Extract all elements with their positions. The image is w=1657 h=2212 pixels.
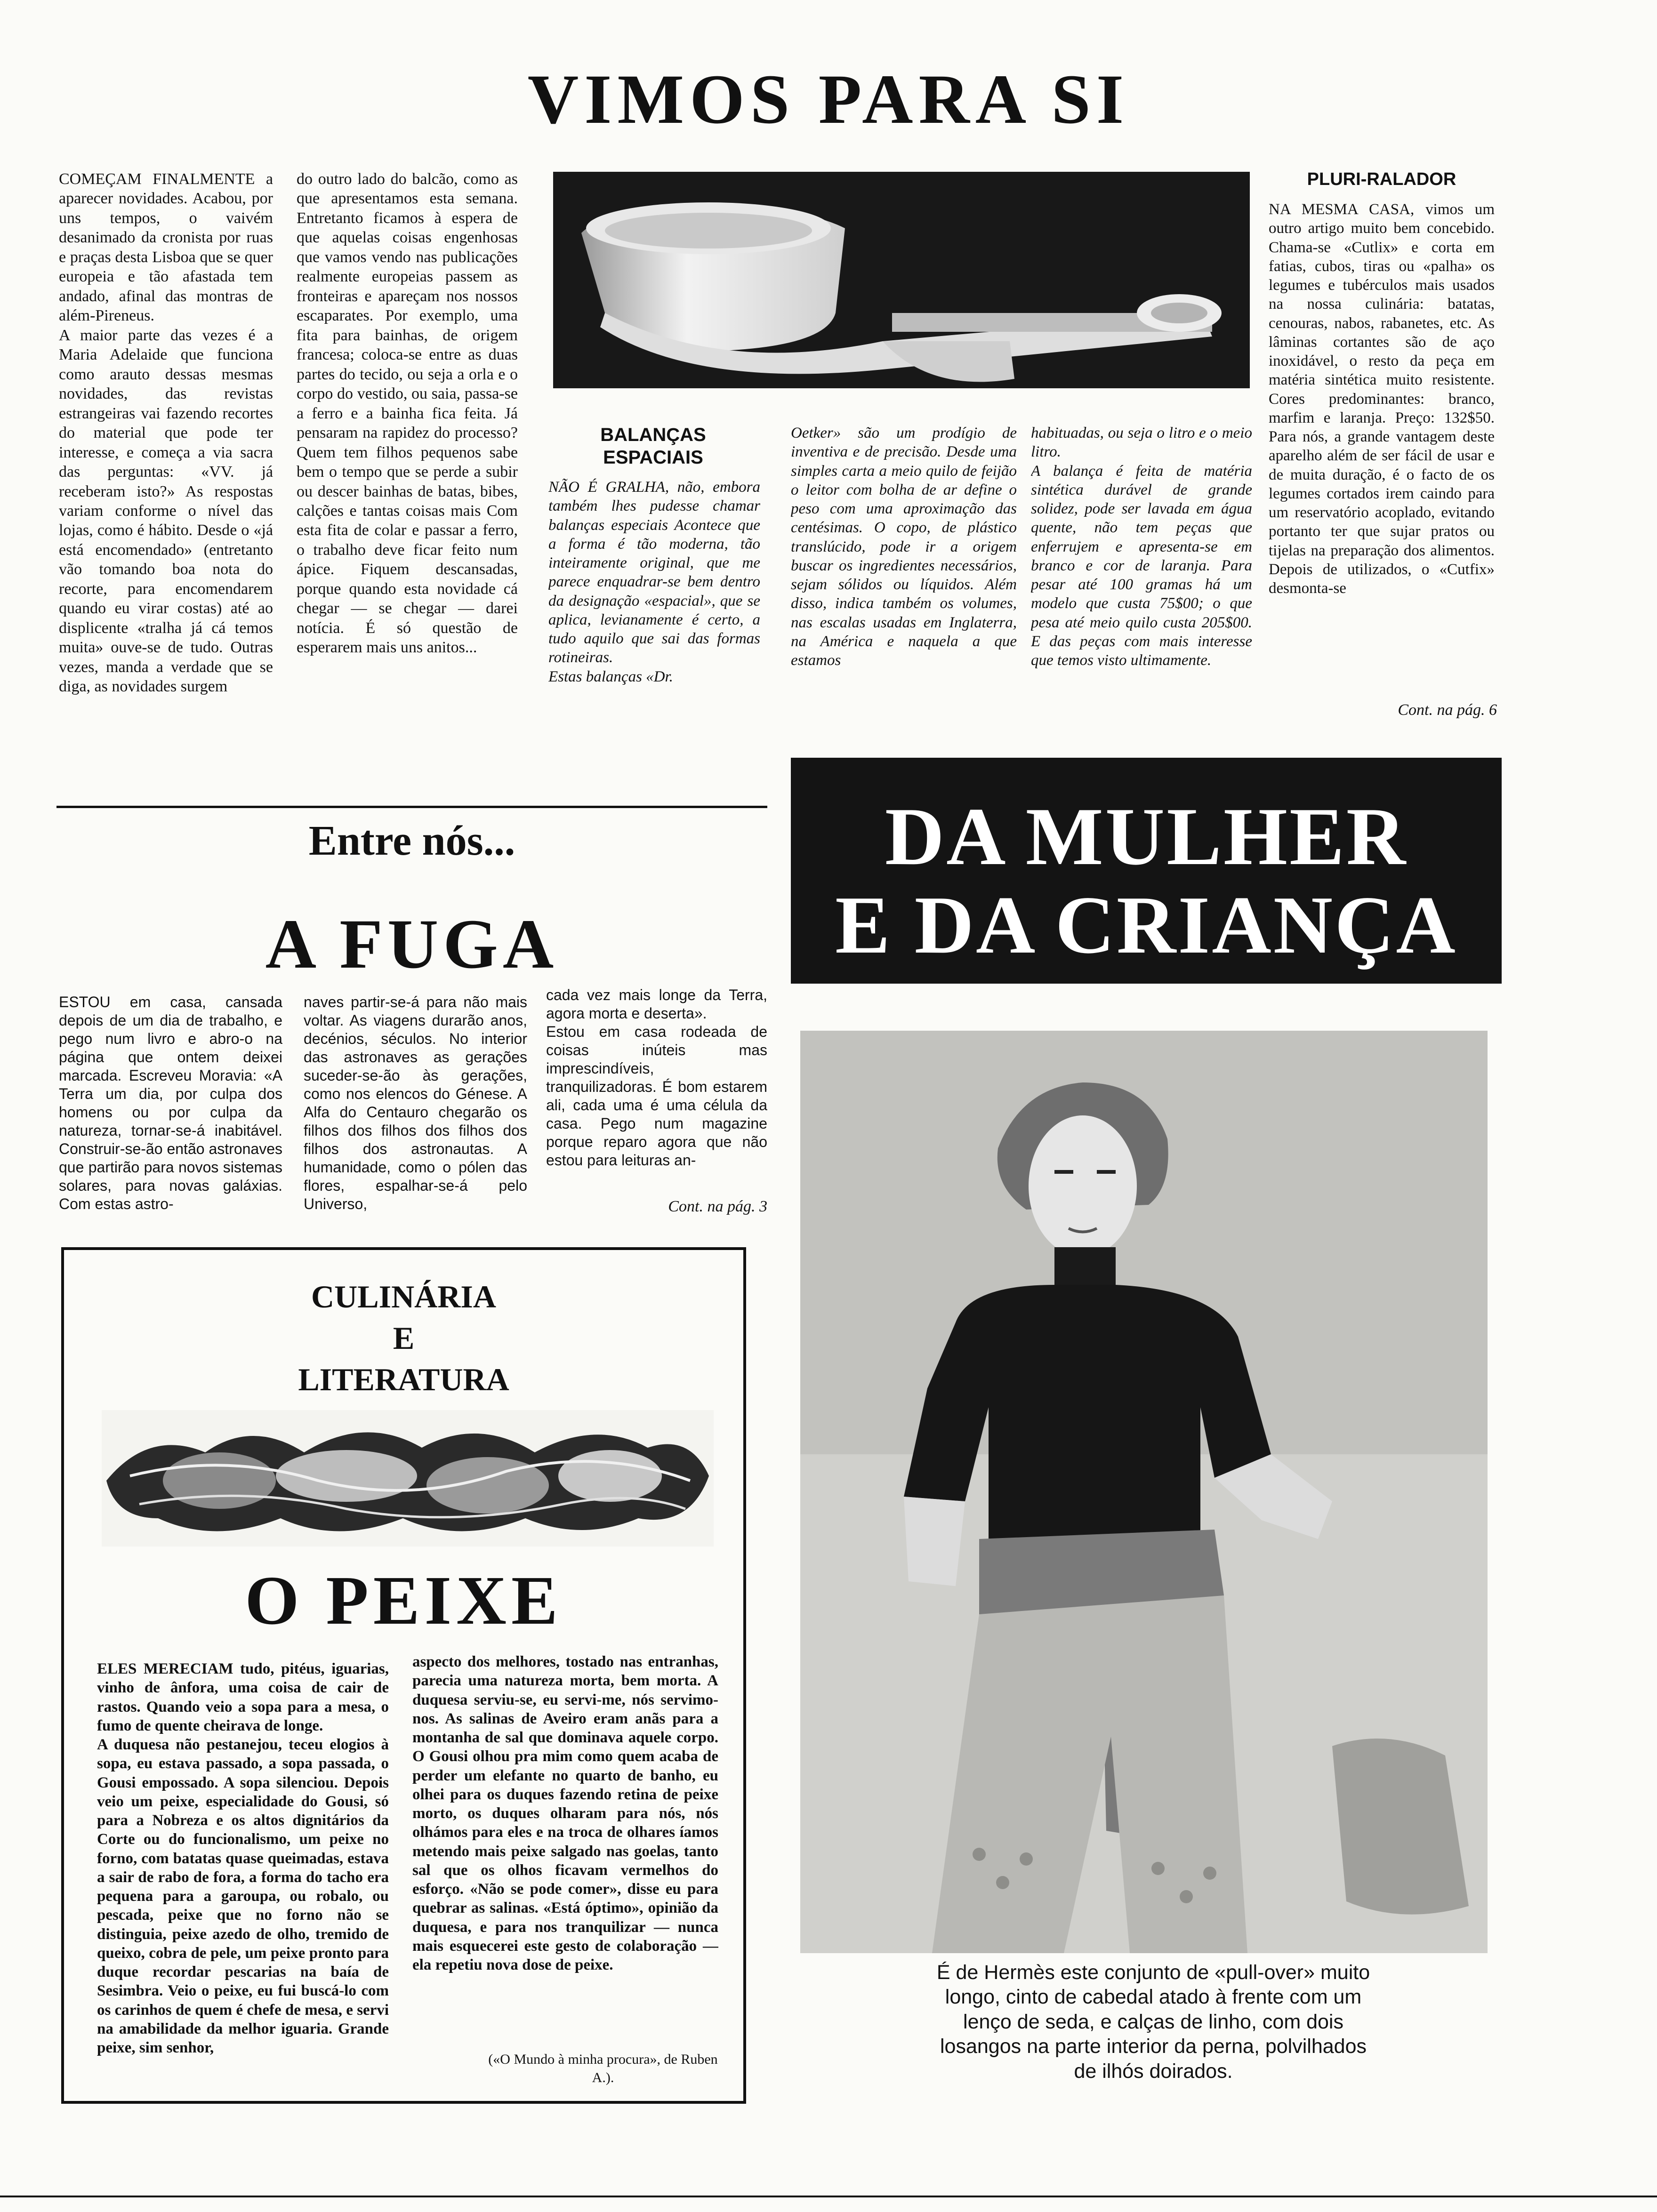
culinaria-heading-1: CULINÁRIA xyxy=(311,1279,496,1314)
food-engraving-illustration xyxy=(102,1410,714,1547)
fuga-column-1: ESTOU em casa, cansada depois de um dia de trabalho, e pego num livro e abro-o na página que ontem deixei marcada. Escreveu Moravia: «A Terra um dia, por culpa dos homens ou por culpa da natureza, tornar-se-á inabitável. Construir-se-ão então astronaves que partirão para novos sistemas solares, para novas galáxias. Com estas astro- xyxy=(59,994,282,1213)
culinaria-heading-3: LITERATURA xyxy=(298,1362,509,1397)
vimos-title: VIMOS PARA SI xyxy=(527,60,1130,138)
model-photo-image xyxy=(800,1031,1488,1953)
vimos-rule xyxy=(56,806,767,808)
fashion-caption: É de Hermès este conjunto de «pull-over» muito longo, cinto de cabedal atado à frente com um lenço de seda, e calças de linho, com dois losangos na parte interior da perna, polvilhados de ilhós doirados. xyxy=(936,1961,1370,2083)
culinaria-box xyxy=(61,1247,746,2104)
vimos-column-2: do outro lado do balcão, como as que apresentamos esta semana. Entretanto ficamos à espera de que aquelas coisas engenhosas que vamos vendo nas publicações realmente europeias passem as fronteiras e apareçam nos nossos escaparates. Por exemplo, uma fita para bainhas, de origem francesa; coloca-se entre as duas partes do tecido, ou seja a orla e o corpo do vestido, ou saia, passa-se a ferro e a bainha fica feita. Já pensaram na rapidez do processo? Quem tem filhos pequenos sabe bem o tempo que se perde a subir ou descer bainhas de batas, bibes, calções e tantas coisas mais Com esta fita de colar e passar a ferro, o trabalho deve ficar feito num ápice. Fiquem descansadas, porque quando esta novidade cá chegar — se chegar — darei notícia. É só questão de esperarem mais uns anitos... xyxy=(297,170,518,657)
pluri-column: NA MESMA CASA, vimos um outro artigo muito bem concebido. Chama-se «Cutlix» e corta em fatias, cubos, tiras ou «palha» os legumes e tubérculos mais usados na nossa culinária: batatas, cenouras, nabos, rabanetes, etc. As lâminas cortantes são de aço inoxidável, o resto da peça em matéria sintética muito resistente. Cores predominantes: branco, marfim e laranja. Preço: 132$50. Para nós, a grande vantagem deste aparelho além de ser fácil de usar e de muita duração, é o facto de os legumes cortados irem caindo para um reservatório acoplado, evitando portanto ter que sujar pratos ou tijelas na preparação dos alimentos. Depois de utilizados, o «Cutfix» desmonta-se xyxy=(1269,201,1495,597)
balancas-heading: BALANÇAS ESPACIAIS xyxy=(600,425,706,468)
fashion-photo xyxy=(800,1031,1488,1953)
fuga-column-2: naves partir-se-á para não mais voltar. As viagens durarão anos, decénios, séculos. No interior das astronaves as gerações suceder-se-ão às gerações, como nos elencos do Génese. A Alfa do Centauro chegarão os filhos dos filhos dos filhos dos filhos dos astronautas. A humanidade, como o pólen das flores, espalhar-se-á pelo Universo, xyxy=(304,994,527,1213)
bottom-rule xyxy=(0,2196,1657,2197)
balancas-column-3: habituadas, ou seja o litro e o meio litro. A balança é feita de matéria sintética durável de grande solidez, pode ser lavada em água quente, não tem peças que enferrujem e apresenta-se em branco e cor de laranja. Para pesar até 100 gramas há um modelo que custa 75$00; o que pesa até meio quilo custa 205$00. E das peças com mais interesse que temos visto ultimamente. xyxy=(1031,425,1252,669)
peixe-column-1: ELES MERECIAM tudo, pitéus, iguarias, vinho de ânfora, uma coisa de cair de rastos. Quando veio a sopa para a mesa, o fumo de quente cheirava de longe. A duquesa não pestanejou, teceu elogios à sopa, eu estava passado, a sopa passada, o Gousi empossado. A sopa silenciou. Depois veio um peixe, especialidade do Gousi, só para a Nobreza e os altos dignitários da Corte ou do funcionalismo, um peixe no forno, com batatas quase queimadas, estava a sair de rabo de fora, a forma do tacho era pequena para a garoupa, ou robalo, ou pescada, peixe que no forno não se distinguia, peixe azedo de olho, tremido de queixo, cobra de pele, um peixe pronto para duque recordar pescarias na baía de Sesimbra. Veio o peixe, eu fui buscá-lo com os carinhos de quem é chefe de mesa, e servi na amabilidade da melhor iguaria. Grande peixe, sim senhor, xyxy=(97,1660,389,2056)
peixe-source: («O Mundo à minha procura», de Ruben A.). xyxy=(488,2052,718,2085)
pluri-heading: PLURI-RALADOR xyxy=(1307,169,1456,189)
peixe-title: O PEIXE xyxy=(245,1562,563,1639)
banner-title-line-1: DA MULHER xyxy=(885,791,1408,882)
section-banner xyxy=(791,758,1502,984)
fuga-continued: Cont. na pág. 3 xyxy=(668,1198,767,1215)
balancas-column-1: NÃO É GRALHA, não, embora também lhes pudesse chamar balanças especiais Acontece que a forma é tão moderna, tão inteiramente original, que me parece enquadrar-se bem dentro da designação «espacial», que se aplica, levianamente é certo, a tudo aquilo que sai das formas rotineiras. Estas balanças «Dr. xyxy=(548,479,760,685)
fuga-kicker: Entre nós... xyxy=(308,817,515,864)
peixe-column-2: aspecto dos melhores, tostado nas entranhas, parecia uma natureza morta, bem morta. A duquesa serviu-se, eu servi-me, nós servimo-nos. As salinas de Aveiro eram anãs para a montanha de sal que dominava aquele corpo. O Gousi olhou pra mim como quem acaba de perder um elefante no quarto de banho, eu olhei para os duques fazendo retina de peixe morto, os duques olharam para nós, nós olhámos para eles e na troca de olhares íamos metendo mais peixe salgado nas goelas, tanto sal que os olhos ficavam vermelhos do esforço. «Não se pode comer», disse eu para quebrar as salinas. «Está óptimo», opinião da duquesa, e para nos tranquilizar — nunca mais esquecerei este gesto de colaboração — ela repetiu nova dose de peixe. xyxy=(412,1653,718,1973)
kitchen-scale-image xyxy=(553,172,1250,388)
fuga-title: A FUGA xyxy=(265,905,559,983)
culinaria-heading-2: E xyxy=(393,1320,415,1356)
vimos-continued: Cont. na pág. 6 xyxy=(1398,701,1497,719)
vimos-column-1: COMEÇAM FINALMENTE a aparecer novidades. Acabou, por uns tempos, o vaivém desanimado da cronista por ruas e praças desta Lisboa que se quer europeia e tão afastada tem andado, afinal das montras de além-Pireneus. A maior parte das vezes é a Maria Adelaide que funciona como arauto dessas mesmas novidades, das revistas estrangeiras vai fazendo recortes do material que pode ter interesse, e começa a via sacra das perguntas: «VV. já receberam isto?» As respostas variam conforme o nível das lojas, como é hábito. Desde o «já está encomendado» (entretanto vão tomando boa nota do recorte, para encomendarem quando eu virar costas) até ao displicente «tralha já cá temos muita» ouve-se de tudo. Outras vezes, manda a verdade que se diga, as novidades surgem xyxy=(59,170,273,696)
banner-title-line-2: E DA CRIANÇA xyxy=(835,879,1457,970)
balancas-column-2: Oetker» são um prodígio de inventiva e de precisão. Desde uma simples carta a meio quilo de feijão o leitor com bolha de ar define o peso com uma aproximação das centésimas. O copo, de plástico translúcido, pode ir a origem buscar os ingredientes necessários, sejam sólidos ou líquidos. Além disso, indica também os volumes, nas escalas usadas em Inglaterra, na América e naquela a que estamos xyxy=(791,425,1017,669)
fuga-column-3: cada vez mais longe da Terra, agora morta e deserta». Estou em casa rodeada de coisas inúteis mas imprescindíveis, tranquilizadoras. É bom estarem ali, cada uma é uma célula da casa. Pego num magazine porque reparo agora que não estou para leituras an- xyxy=(546,986,767,1169)
scale-photo xyxy=(553,172,1250,388)
